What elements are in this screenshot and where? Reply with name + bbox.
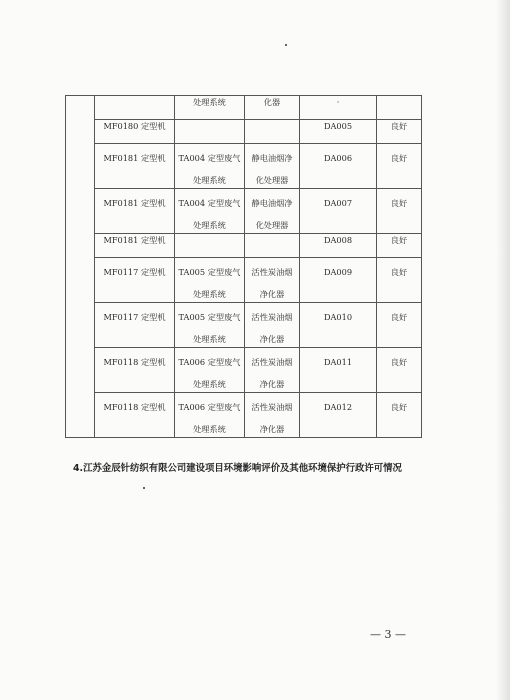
cell-outlet-id: DA008 — [300, 234, 377, 258]
cell-system: TA006 定型废气 处理系统 — [175, 393, 245, 438]
cell-outlet-id: DA011 — [300, 348, 377, 393]
cell-status: 良好 — [377, 258, 422, 303]
table-row — [66, 234, 422, 258]
cell-device: MF0118 定型机 — [95, 348, 175, 393]
table-row — [66, 258, 422, 303]
page-number: — 3 — — [370, 628, 406, 641]
table-row — [66, 144, 422, 189]
scan-speck — [285, 44, 287, 46]
cell-facility: 静电油烟净 化处理器 — [245, 144, 300, 189]
cell-facility: 活性炭油烟 净化器 — [245, 348, 300, 393]
cell-system: TA006 定型废气 处理系统 — [175, 348, 245, 393]
cell-status-cont — [377, 96, 422, 120]
cell-status: 良好 — [377, 234, 422, 258]
table-row — [66, 303, 422, 348]
cell-facility: 静电油烟净 化处理器 — [245, 189, 300, 234]
cell-device: MF0180 定型机 — [95, 120, 175, 144]
cell-facility — [245, 234, 300, 258]
cell-outlet-id: DA006 — [300, 144, 377, 189]
cell-system: TA005 定型废气 处理系统 — [175, 258, 245, 303]
cell-facility — [245, 120, 300, 144]
first-column-merged — [66, 96, 95, 438]
cell-system — [175, 234, 245, 258]
cell-status: 良好 — [377, 348, 422, 393]
page-edge-shadow — [496, 0, 510, 700]
cell-system — [175, 120, 245, 144]
cell-empty — [95, 96, 175, 120]
cell-device: MF0117 定型机 — [95, 258, 175, 303]
cell-status: 良好 — [377, 189, 422, 234]
cell-facility: 活性炭油烟 净化器 — [245, 258, 300, 303]
cell-outlet-id: DA009 — [300, 258, 377, 303]
cell-status: 良好 — [377, 393, 422, 438]
cell-outlet-id: DA010 — [300, 303, 377, 348]
cell-outlet-id: DA005 — [300, 120, 377, 144]
table-row — [66, 348, 422, 393]
cell-system: TA005 定型废气 处理系统 — [175, 303, 245, 348]
cell-facility-cont: 化器 — [245, 96, 300, 120]
cell-facility: 活性炭油烟 净化器 — [245, 303, 300, 348]
cell-system-cont: 处理系统 — [175, 96, 245, 120]
cell-device: MF0181 定型机 — [95, 144, 175, 189]
cell-id-cont: · — [300, 96, 377, 120]
section-heading: 4.江苏金辰针纺织有限公司建设项目环境影响评价及其他环境保护行政许可情况 — [73, 463, 402, 474]
cell-device: MF0117 定型机 — [95, 303, 175, 348]
cell-system: TA004 定型废气 处理系统 — [175, 144, 245, 189]
table-row — [66, 189, 422, 234]
cell-device: MF0181 定型机 — [95, 189, 175, 234]
cell-status: 良好 — [377, 120, 422, 144]
equipment-table — [65, 95, 422, 438]
cell-status: 良好 — [377, 303, 422, 348]
cell-outlet-id: DA012 — [300, 393, 377, 438]
cell-system: TA004 定型废气 处理系统 — [175, 189, 245, 234]
scan-speck — [143, 487, 145, 489]
table-row — [66, 120, 422, 144]
cell-device: MF0181 定型机 — [95, 234, 175, 258]
table-row — [66, 393, 422, 438]
table-row-continuation — [66, 96, 422, 120]
cell-outlet-id: DA007 — [300, 189, 377, 234]
cell-status: 良好 — [377, 144, 422, 189]
cell-facility: 活性炭油烟 净化器 — [245, 393, 300, 438]
cell-device: MF0118 定型机 — [95, 393, 175, 438]
